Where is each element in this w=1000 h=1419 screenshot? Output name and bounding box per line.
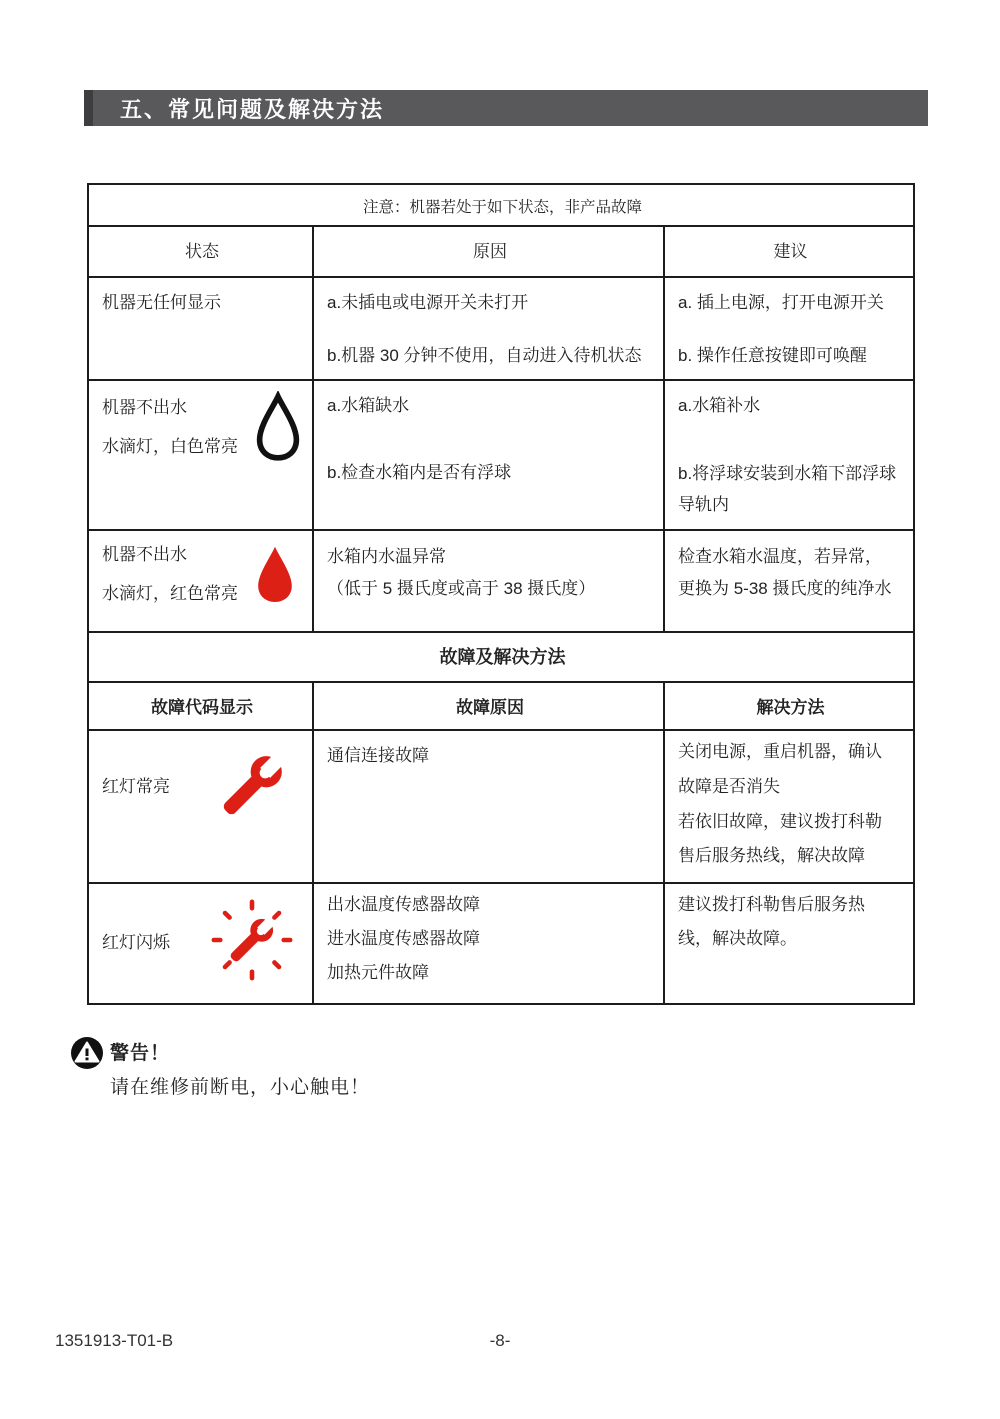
status-cell [88, 530, 313, 632]
troubleshooting-table [87, 183, 915, 1005]
advice-line: 更换为 5-38 摄氏度的纯净水 [678, 579, 892, 599]
table-row-red-flashing [88, 883, 914, 1004]
fault-cause-cell [313, 730, 664, 883]
advice-line: a.水箱补水 [678, 396, 761, 415]
warning-icon [70, 1036, 104, 1070]
status-cell [88, 380, 313, 530]
advice-line: a. 插上电源，打开电源开关 [678, 293, 884, 312]
fault-code-cell [88, 883, 313, 1004]
status-text: 机器不出水 [102, 398, 187, 417]
advice-cell [664, 380, 914, 530]
section-title-bar [84, 90, 928, 126]
solution-line: 售后服务热线，解决故障 [678, 846, 865, 866]
col-header-fault-cause: 故障原因 [313, 682, 664, 730]
fault-code-text: 红灯常亮 [102, 777, 170, 797]
status-text: 水滴灯，白色常亮 [102, 437, 238, 456]
cause-cell [313, 277, 664, 380]
fault-cause-line: 加热元件故障 [327, 963, 429, 983]
note-row [88, 184, 914, 226]
header-row-fault [88, 682, 914, 730]
page-title: 五、常见问题及解决方法 [120, 96, 385, 122]
page-number: -8- [489, 1331, 511, 1350]
cause-cell [313, 380, 664, 530]
table-row-red-steady [88, 730, 914, 883]
status-text: 机器无任何显示 [102, 293, 221, 312]
water-drop-red-icon [254, 541, 296, 607]
cause-line: a.水箱缺水 [327, 396, 410, 415]
cause-line: （低于 5 摄氏度或高于 38 摄氏度） [327, 579, 596, 599]
solution-line: 故障是否消失 [678, 776, 780, 796]
cause-line: a.未插电或电源开关未打开 [327, 293, 529, 312]
advice-line: b.将浮球安装到水箱下部浮球导轨内 [678, 464, 897, 515]
advice-cell [664, 530, 914, 632]
fault-cause-line: 出水温度传感器故障 [327, 895, 480, 915]
solution-line: 建议拨打科勒售后服务热 [678, 895, 865, 915]
section-header-row [88, 632, 914, 682]
cause-cell [313, 530, 664, 632]
fault-cause-cell [313, 883, 664, 1004]
fault-code-text: 红灯闪烁 [102, 932, 170, 952]
water-drop-outline-icon [254, 391, 302, 463]
col-header-solution: 解决方法 [664, 682, 914, 730]
solution-line: 若依旧故障，建议拨打科勒 [678, 811, 882, 831]
advice-line: 检查水箱水温度，若异常， [678, 546, 882, 566]
solution-cell [664, 730, 914, 883]
col-header-status: 状态 [88, 226, 313, 277]
fault-cause-line: 进水温度传感器故障 [327, 929, 480, 949]
table-note: 注意：机器若处于如下状态，非产品故障 [88, 184, 914, 226]
solution-line: 线，解决故障。 [678, 929, 797, 949]
status-cell [88, 277, 313, 380]
col-header-fault-code: 故障代码显示 [88, 682, 313, 730]
status-text: 机器不出水 [102, 544, 187, 564]
col-header-advice: 建议 [664, 226, 914, 277]
header-row-status [88, 226, 914, 277]
warning-title: 警告！ [110, 1043, 171, 1064]
solution-cell [664, 883, 914, 1004]
col-header-cause: 原因 [313, 226, 664, 277]
warning-text: 请在维修前断电，小心触电！ [110, 1077, 371, 1098]
cause-line: 水箱内水温异常 [327, 546, 446, 566]
table-row-no-water-red [88, 530, 914, 632]
fault-code-cell [88, 730, 313, 883]
section-title: 故障及解决方法 [88, 632, 914, 682]
status-text: 水滴灯，红色常亮 [102, 583, 238, 603]
solution-line: 关闭电源，重启机器，确认 [678, 741, 882, 761]
document-number: 1351913-T01-B [55, 1331, 174, 1350]
table-row-no-display [88, 277, 914, 380]
fault-cause-line: 通信连接故障 [327, 745, 429, 765]
cause-line: b.检查水箱内是否有浮球 [327, 463, 512, 482]
table-row-no-water-white [88, 380, 914, 530]
wrench-red-icon [214, 741, 292, 829]
title-bar-edge [84, 90, 93, 126]
wrench-red-flashing-icon [206, 894, 298, 986]
advice-line: b. 操作任意按键即可唤醒 [678, 346, 867, 365]
cause-line: b.机器 30 分钟不使用，自动进入待机状态 [327, 346, 642, 365]
advice-cell [664, 277, 914, 380]
